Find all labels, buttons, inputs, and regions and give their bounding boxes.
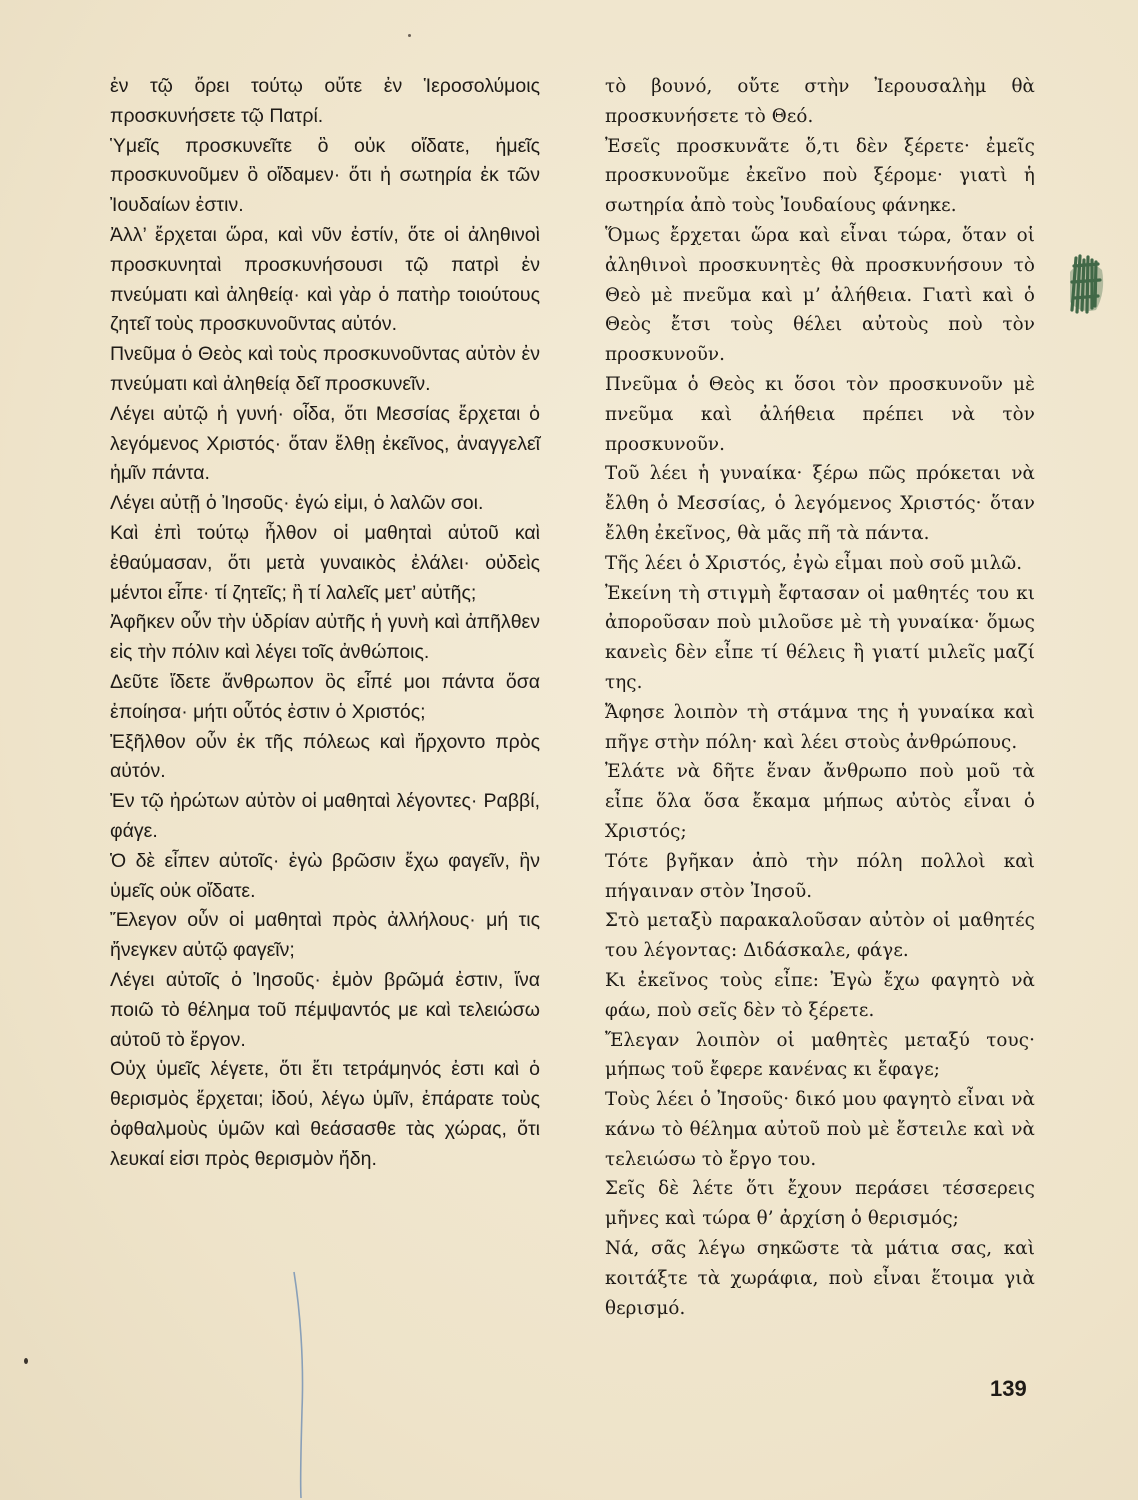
translation-paragraph: Στὸ μεταξὺ παρακαλοῦσαν αὐτὸν οἱ μαθητές του λέγοντας: Διδάσκαλε, φάγε. (605, 910, 1035, 962)
verse-paragraph: Δεῦτε ἴδετε ἄνθρωπον ὃς εἶπέ μοι πάντα ὅσα ἐποίησα· μήτι οὗτός ἐστιν ὁ Χριστός; (110, 670, 540, 723)
translation-paragraph: Ἐλάτε νὰ δῆτε ἕναν ἄνθρωπο ποὺ μοῦ τὰ εἶπε ὅλα ὅσα ἔκαμα μήπως αὐτὸς εἶναι ὁ Χριστός; (605, 761, 1035, 842)
verse-paragraph: Ἔλεγον οὖν οἱ μαθηταὶ πρὸς ἀλλήλους· μή τις ἤνεγκεν αὐτῷ φαγεῖν; (110, 909, 540, 962)
verse-paragraph: Ὑμεῖς προσκυνεῖτε ὃ οὐκ οἴδατε, ἡμεῖς προσκυνοῦμεν ὃ οἴδαμεν· ὅτι ἡ σωτηρία ἐκ τῶν Ἰουδαίων ἐστιν. (110, 134, 540, 217)
translation-paragraph: Πνεῦμα ὁ Θεὸς κι ὅσοι τὸν προσκυνοῦν μὲ πνεῦμα καὶ ἀλήθεια πρέπει νὰ τὸν προσκυνοῦν. (605, 373, 1035, 455)
translation-paragraph: Ἐκείνη τὴ στιγμὴ ἔφτασαν οἱ μαθητές του κι ἀποροῦσαν ποὺ μιλοῦσε μὲ τὴ γυναίκα· ὅμως κανεὶς δὲν εἶπε τί θέλεις ἢ γιατί μιλεῖς μαζί της. (605, 582, 1035, 693)
verse-paragraph: Ἐν τῷ ἠρώτων αὐτὸν οἱ μαθηταὶ λέγοντες· Ραββί, φάγε. (110, 790, 540, 842)
verse-paragraph: Καὶ ἐπὶ τούτῳ ἦλθον οἱ μαθηταὶ αὐτοῦ καὶ ἐθαύμασαν, ὅτι μετὰ γυναικὸς ἐλάλει· οὐδεὶς μέντοι εἶπε· τί ζητεῖς; ἢ τί λαλεῖς μετ’ αὐτῆς; (110, 521, 540, 604)
translation-paragraph: Νά, σᾶς λέγω σηκῶστε τὰ μάτια σας, καὶ κοιτάξτε τὰ χωράφια, ποὺ εἶναι ἕτοιμα γιὰ θερισμό. (605, 1238, 1035, 1319)
translation-paragraph: Κι ἐκεῖνος τοὺς εἶπε: Ἐγὼ ἔχω φαγητὸ νὰ φάω, ποὺ σεῖς δὲν τὸ ξέρετε. (605, 969, 1035, 1021)
green-marker-scribble (1062, 252, 1108, 314)
verse-paragraph: Λέγει αὐτῷ ἡ γυνή· οἶδα, ὅτι Μεσσίας ἔρχεται ὁ λεγόμενος Χριστός· ὅταν ἔλθῃ ἐκεῖνος, ἀναγγελεῖ ἡμῖν πάντα. (110, 402, 540, 485)
translation-paragraph: Τοὺς λέει ὁ Ἰησοῦς· δικό μου φαγητὸ εἶναι νὰ κάνω τὸ θέλημα αὐτοῦ ποὺ μὲ ἔστειλε καὶ νὰ τελειώσω τὸ ἔργο του. (605, 1089, 1035, 1170)
translation-paragraph: Ἄφησε λοιπὸν τὴ στάμνα της ἡ γυναίκα καὶ πῆγε στὴν πόλη· καὶ λέει στοὺς ἀνθρώπους. (605, 701, 1035, 753)
translation-paragraph: Ἔλεγαν λοιπὸν οἱ μαθητὲς μεταξύ τους· μήπως τοῦ ἔφερε κανένας κι ἔφαγε; (605, 1029, 1035, 1081)
verse-paragraph: Λέγει αὐτοῖς ὁ Ἰησοῦς· ἐμὸν βρῶμά ἐστιν, ἵνα ποιῶ τὸ θέλημα τοῦ πέμψαντός με καὶ τελειώσω αὐτοῦ τὸ ἔργον. (110, 968, 540, 1051)
translation-paragraph: Τοῦ λέει ἡ γυναίκα· ξέρω πῶς πρόκεται νὰ ἔλθη ὁ Μεσσίας, ὁ λεγόμενος Χριστός· ὅταν ἔλθη ἐκεῖνος, θὰ μᾶς πῆ τὰ πάντα. (605, 463, 1035, 544)
translation-paragraph: Τῆς λέει ὁ Χριστός, ἐγὼ εἶμαι ποὺ σοῦ μιλῶ. (605, 552, 1023, 574)
verse-paragraph: Ὁ δὲ εἶπεν αὐτοῖς· ἐγὼ βρῶσιν ἔχω φαγεῖν, ἣν ὑμεῖς οὐκ οἴδατε. (110, 849, 540, 902)
ink-speck (24, 1358, 28, 1364)
translation-paragraph: Ὅμως ἔρχεται ὥρα καὶ εἶναι τώρα, ὅταν οἱ ἀληθινοὶ προσκυνητὲς θὰ προσκυνήσουν τὸ Θεὸ μὲ πνεῦμα καὶ μ’ ἀλήθεια. Γιατὶ καὶ ὁ Θεὸς ἔτσι τοὺς θέλει αὐτοὺς ποὺ τὸν προσκυνοῦν. (605, 224, 1035, 366)
translation-paragraph: Σεῖς δὲ λέτε ὅτι ἔχουν περάσει τέσσερεις μῆνες καὶ τώρα θ’ ἀρχίση ὁ θερισμός; (605, 1178, 1035, 1230)
verse-paragraph: Λέγει αὐτῇ ὁ Ἰησοῦς· ἐγώ εἰμι, ὁ λαλῶν σοι. (110, 492, 484, 515)
page-number: 139 (990, 1376, 1027, 1401)
left-column-ancient-greek (110, 72, 540, 1174)
translation-paragraph: τὸ βουνό, οὔτε στὴν Ἰερουσαλὴμ θὰ προσκυνήσετε τὸ Θεό. (605, 76, 1035, 127)
verse-paragraph: Ἐξῆλθον οὖν ἐκ τῆς πόλεως καὶ ἤρχοντο πρὸς αὐτόν. (110, 730, 540, 783)
paper-speck (408, 34, 411, 37)
verse-paragraph: Πνεῦμα ὁ Θεὸς καὶ τοὺς προσκυνοῦντας αὐτὸν ἐν πνεύματι καὶ ἀληθείᾳ δεῖ προσκυνεῖν. (110, 343, 540, 395)
right-column-modern-greek (605, 72, 1035, 1323)
translation-paragraph: Τότε βγῆκαν ἀπὸ τὴν πόλη πολλοὶ καὶ πήγαιναν στὸν Ἰησοῦ. (605, 850, 1035, 902)
translation-paragraph: Ἐσεῖς προσκυνᾶτε ὅ,τι δὲν ξέρετε· ἐμεῖς προσκυνοῦμε ἐκεῖνο ποὺ ξέρομε· γιατὶ ἡ σωτηρία ἀπὸ τοὺς Ἰουδαίους φάνηκε. (605, 135, 1035, 217)
verse-paragraph: Οὐχ ὑμεῖς λέγετε, ὅτι ἔτι τετράμηνός ἐστι καὶ ὁ θερισμὸς ἔρχεται; ἰδού, λέγω ὑμῖν, ἐπάρατε τοὺς ὀφθαλμοὺς ὑμῶν καὶ θεάσασθε τὰς χώρας, ὅτι λευκαί εἰσι πρὸς θερισμὸν ἤδη. (110, 1058, 540, 1170)
verse-paragraph: Ἀφῆκεν οὖν τὴν ὑδρίαν αὐτῆς ἡ γυνὴ καὶ ἀπῆλθεν εἰς τὴν πόλιν καὶ λέγει τοῖς ἀνθώποις. (110, 611, 540, 664)
verse-paragraph: Ἀλλ’ ἔρχεται ὥρα, καὶ νῦν ἐστίν, ὅτε οἱ ἀληθινοὶ προσκυνηταὶ προσκυνήσουσι τῷ πατρὶ ἐν πνεύματι καὶ ἀληθείᾳ· καὶ γὰρ ὁ πατὴρ τοιούτους ζητεῖ τοὺς προσκυνοῦντας αὐτόν. (110, 223, 540, 336)
verse-paragraph: ἐν τῷ ὄρει τούτῳ οὔτε ἐν Ἱεροσολύμοις προσκυνήσετε τῷ Πατρί. (110, 75, 540, 127)
stray-pen-line (290, 1270, 310, 1500)
